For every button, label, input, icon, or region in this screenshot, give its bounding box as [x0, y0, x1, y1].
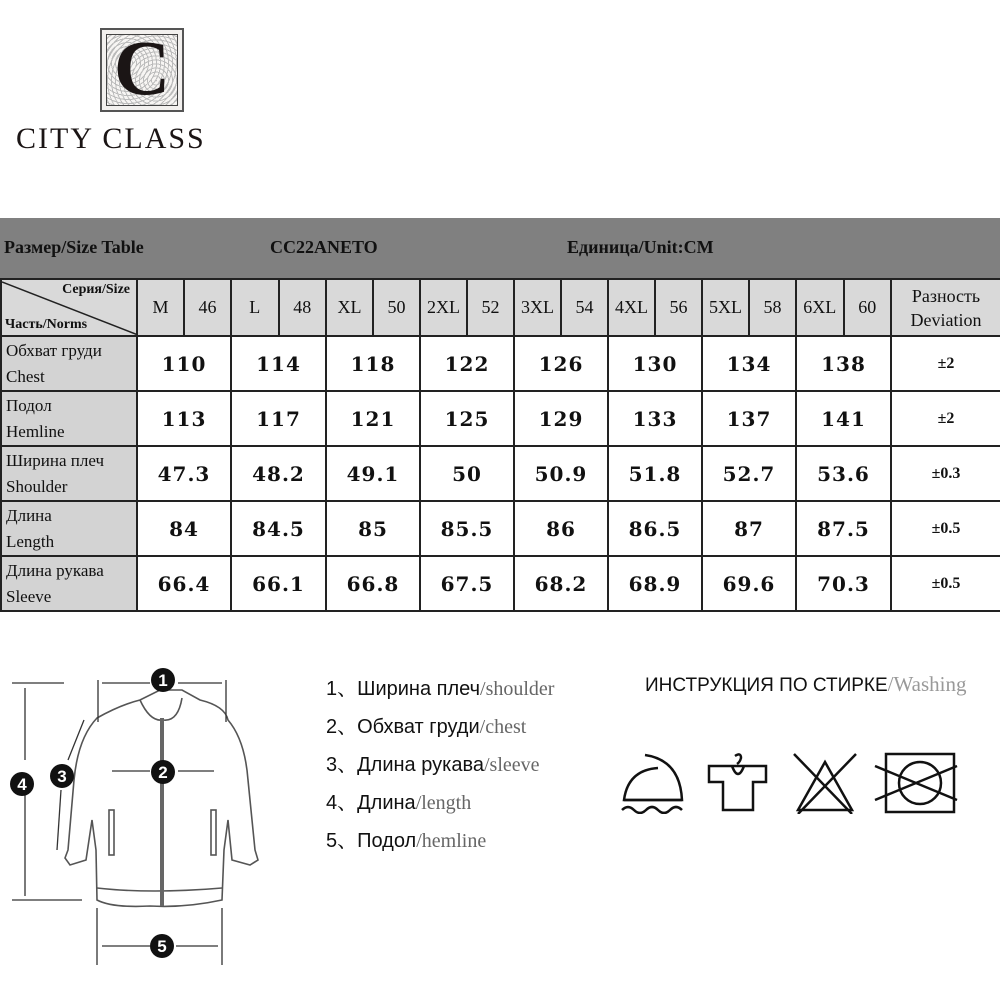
table-cell: 122 [420, 336, 514, 391]
table-cell: 117 [231, 391, 326, 446]
deviation-header-en: Deviation [910, 309, 982, 330]
table-row-sleeve [1, 556, 1000, 611]
table-cell: 113 [137, 391, 231, 446]
table-cell: 87 [702, 501, 796, 556]
size-letter: 2XL [421, 280, 468, 335]
deviation-cell: ±0.5 [891, 501, 1000, 556]
size-letter: 4XL [609, 280, 656, 335]
legend-item: 1、Ширина плеч/shoulder [326, 678, 555, 700]
table-cell: 48.2 [231, 446, 326, 501]
logo-letter: C [113, 24, 171, 111]
table-cell: 68.9 [608, 556, 702, 611]
size-letter: 5XL [703, 280, 750, 335]
table-cell: 85.5 [420, 501, 514, 556]
table-cell: 84.5 [231, 501, 326, 556]
size-col-header [608, 279, 702, 336]
legend-item: 3、Длина рукава/sleeve [326, 754, 540, 776]
model-code: CC22ANETO [270, 237, 378, 257]
deviation-header [891, 279, 1000, 336]
legend-item: 5、Подол/hemline [326, 830, 487, 852]
brand-logo [100, 24, 184, 112]
size-number: 54 [575, 297, 594, 317]
jacket-outline-icon [0, 650, 300, 980]
deviation-cell: ±2 [891, 391, 1000, 446]
deviation-cell: ±2 [891, 336, 1000, 391]
size-number: 50 [387, 297, 406, 317]
do-not-bleach-icon [792, 752, 858, 814]
jacket-measurement-diagram [0, 650, 300, 980]
size-col-header [702, 279, 796, 336]
table-cell: 86 [514, 501, 608, 556]
table-cell: 50 [420, 446, 514, 501]
table-cell: 130 [608, 336, 702, 391]
table-cell: 49.1 [326, 446, 420, 501]
size-col-header [137, 279, 231, 336]
legend-item: 4、Длина/length [326, 792, 472, 814]
size-col-header [420, 279, 514, 336]
row-label-ru: Обхват груди [6, 340, 102, 360]
washing-title-en: /Washing [887, 672, 967, 696]
table-cell: 50.9 [514, 446, 608, 501]
table-cell: 118 [326, 336, 420, 391]
table-cell: 66.4 [137, 556, 231, 611]
size-col-header [796, 279, 891, 336]
measurement-legend [326, 670, 554, 860]
row-label-en: Chest [6, 366, 45, 386]
table-cell: 52.7 [702, 446, 796, 501]
size-col-header [514, 279, 608, 336]
marker-3: 3 [57, 767, 67, 786]
corner-norms-label: Часть/Norms [5, 317, 88, 332]
size-letter: XL [327, 280, 374, 335]
legend-item: 2、Обхват груди/chest [326, 716, 527, 738]
row-label-ru: Ширина плеч [6, 450, 104, 470]
table-cell: 138 [796, 336, 891, 391]
table-row-chest [1, 336, 1000, 391]
size-number: 52 [481, 297, 500, 317]
table-cell: 134 [702, 336, 796, 391]
row-label-en: Hemline [6, 421, 65, 441]
row-label-ru: Длина рукава [6, 560, 104, 580]
do-not-tumble-dry-icon [873, 752, 963, 814]
size-header-row [1, 279, 1000, 336]
table-cell: 85 [326, 501, 420, 556]
size-table-header-band [0, 218, 1000, 278]
hang-dry-icon [706, 752, 770, 814]
row-label-en: Length [6, 531, 55, 551]
marker-1: 1 [158, 671, 168, 690]
iron-low-heat-icon [618, 752, 688, 814]
size-number: 58 [763, 297, 782, 317]
table-cell: 137 [702, 391, 796, 446]
table-cell: 110 [137, 336, 231, 391]
marker-2: 2 [158, 763, 168, 782]
size-number: 46 [198, 297, 217, 317]
unit-label: Единица/Unit:CM [567, 237, 714, 257]
row-label [1, 391, 137, 446]
row-label [1, 556, 137, 611]
size-letter: 6XL [797, 280, 845, 335]
table-row-hemline [1, 391, 1000, 446]
deviation-cell: ±0.5 [891, 556, 1000, 611]
table-cell: 86.5 [608, 501, 702, 556]
table-row-length [1, 501, 1000, 556]
row-label [1, 336, 137, 391]
table-cell: 126 [514, 336, 608, 391]
table-cell: 67.5 [420, 556, 514, 611]
table-cell: 87.5 [796, 501, 891, 556]
size-letter: L [232, 280, 280, 335]
corner-size-label: Серия/Size [62, 282, 130, 297]
brand-name: CITY CLASS [16, 122, 206, 155]
row-label-en: Sleeve [6, 586, 52, 606]
row-label [1, 446, 137, 501]
size-letter: 3XL [515, 280, 562, 335]
size-number: 60 [858, 297, 877, 317]
table-cell: 47.3 [137, 446, 231, 501]
table-cell: 133 [608, 391, 702, 446]
deviation-header-ru: Разность [911, 285, 981, 306]
marker-5: 5 [157, 937, 167, 956]
washing-title [645, 672, 966, 697]
size-table-title: Размер/Size Table [4, 237, 144, 257]
table-cell: 125 [420, 391, 514, 446]
table-cell: 66.8 [326, 556, 420, 611]
size-col-header [326, 279, 420, 336]
size-col-header [231, 279, 326, 336]
corner-cell [1, 279, 137, 336]
washing-title-ru: ИНСТРУКЦИЯ ПО СТИРКЕ [645, 675, 888, 696]
table-row-shoulder [1, 446, 1000, 501]
table-cell: 70.3 [796, 556, 891, 611]
table-cell: 84 [137, 501, 231, 556]
size-number: 48 [293, 297, 312, 317]
size-number: 56 [669, 297, 688, 317]
table-cell: 129 [514, 391, 608, 446]
marker-4: 4 [17, 775, 27, 794]
table-cell: 69.6 [702, 556, 796, 611]
table-cell: 66.1 [231, 556, 326, 611]
row-label-ru: Длина [6, 505, 52, 525]
size-letter: M [138, 280, 185, 335]
table-cell: 51.8 [608, 446, 702, 501]
row-label-en: Shoulder [6, 476, 68, 496]
table-cell: 53.6 [796, 446, 891, 501]
deviation-cell: ±0.3 [891, 446, 1000, 501]
row-label [1, 501, 137, 556]
table-cell: 114 [231, 336, 326, 391]
row-label-ru: Подол [6, 395, 52, 415]
size-table [0, 278, 1000, 612]
table-cell: 121 [326, 391, 420, 446]
table-cell: 68.2 [514, 556, 608, 611]
table-cell: 141 [796, 391, 891, 446]
